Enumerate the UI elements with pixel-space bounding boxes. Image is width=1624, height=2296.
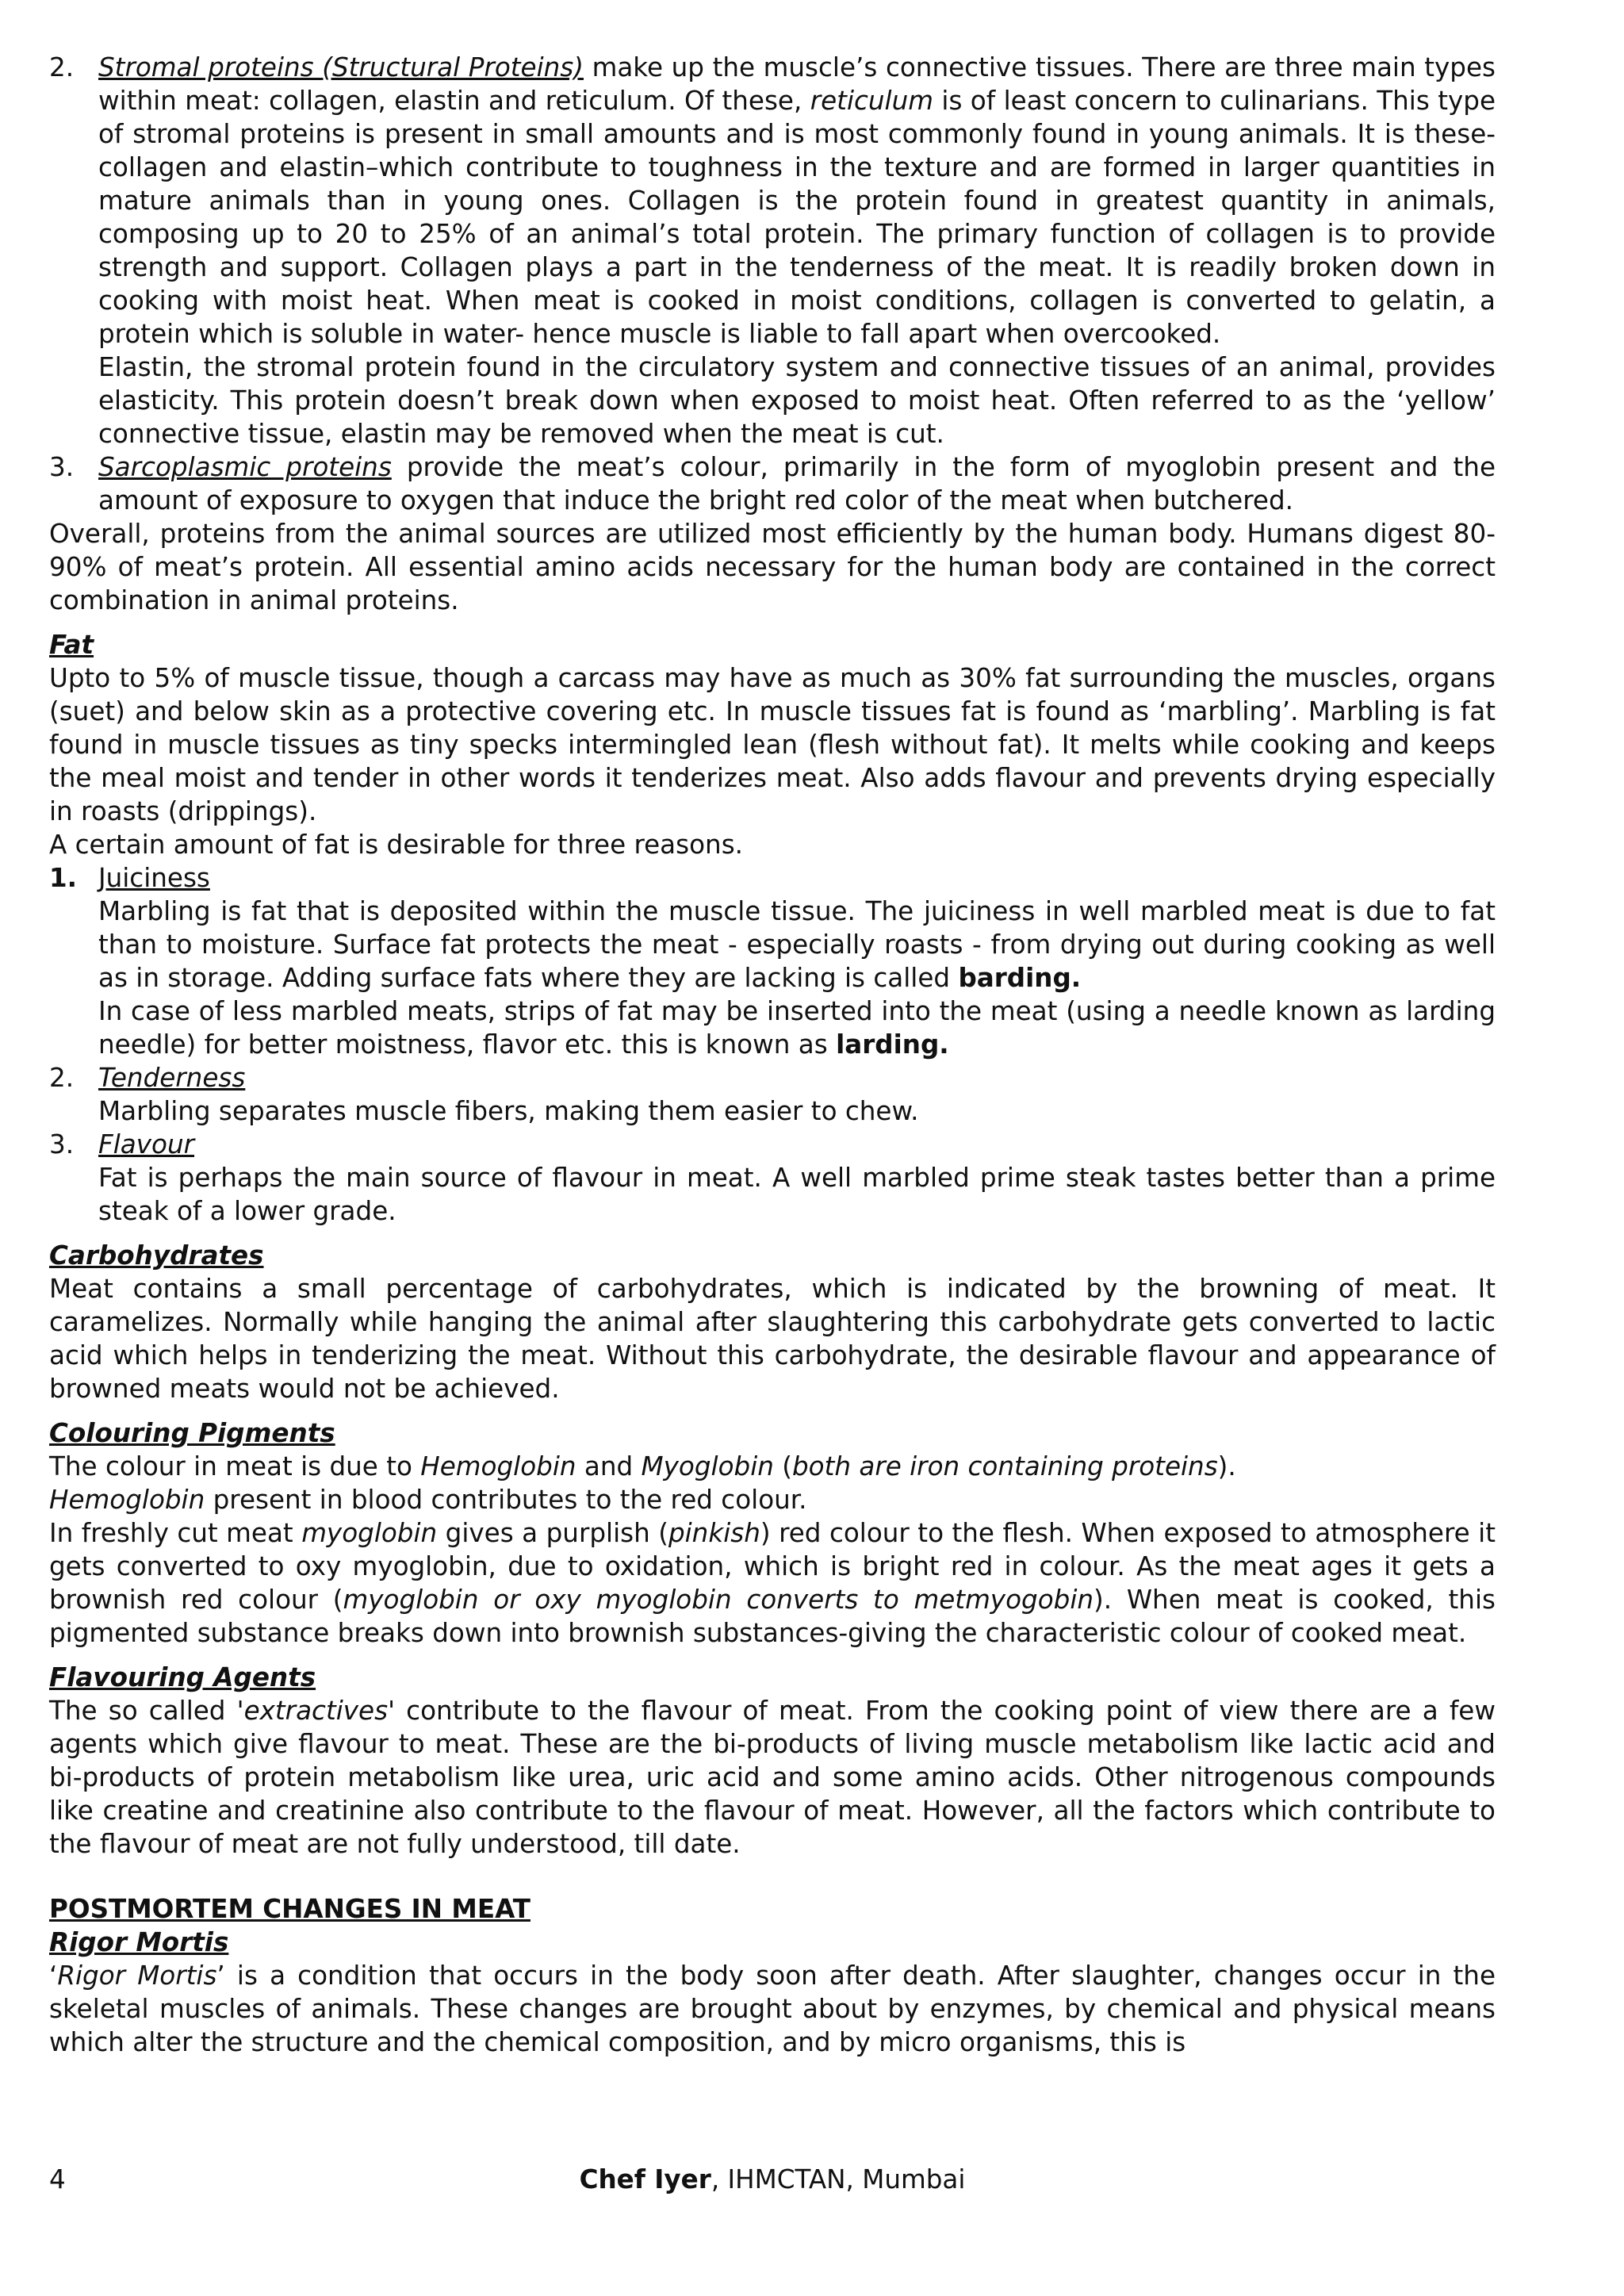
footer-credit	[49, 2162, 1496, 2197]
term-barding: barding.	[958, 963, 1082, 993]
quote-mark: ‘	[49, 1961, 58, 1991]
paragraph-text: The so called '	[49, 1696, 244, 1726]
paragraph-overall: Overall, proteins from the animal sources are utilized most efficiently by the human body. Humans digest 80-90% of meat’s protein. All essential amino acids necessary for the human body are contained in the correct combination in animal proteins.	[49, 519, 1496, 615]
paragraph-tenderness: Marbling separates muscle fibers, making them easier to chew.	[98, 1096, 919, 1126]
list-item-stromal-proteins	[49, 51, 1496, 351]
term-reticulum: reticulum	[810, 86, 933, 116]
term-rigor-mortis: Rigor Mortis	[57, 1961, 217, 1991]
document-page	[49, 51, 1496, 2059]
heading-colouring-pigments: Colouring Pigments	[49, 1418, 335, 1448]
paragraph-text: Marbling is fat that is deposited within the muscle tissue. The juiciness in well marbled meat is due to fat than to moisture. Surface fat protects the meat - especially roasts - from drying out during cooking as well as in storage. Adding surface fats where they are lacking is called	[98, 896, 1496, 993]
term-pinkish: pinkish	[668, 1518, 760, 1548]
heading-rigor-mortis: Rigor Mortis	[49, 1927, 229, 1957]
term-larding: larding.	[836, 1029, 949, 1060]
list-item-juiciness	[49, 861, 1496, 895]
page-footer	[49, 2162, 1496, 2197]
paragraph-fat-intro: Upto to 5% of muscle tissue, though a carcass may have as much as 30% fat surrounding the muscles, organs (suet) and below skin as a protective covering etc. In muscle tissues fat is found as ‘marbling’. Marbling is fat found in muscle tissues as tiny specks intermingled lean (flesh without fat). It melts while cooking and keeps the meal moist and tender in other words it tenderizes meat. Also adds flavour and prevents drying especially in roasts (drippings).	[49, 663, 1496, 826]
footer-author: Chef Iyer	[579, 2164, 711, 2194]
list-item-tenderness	[49, 1061, 1496, 1094]
paragraph-rigor-mortis	[49, 1959, 1496, 2059]
heading-fat: Fat	[49, 630, 94, 660]
paragraph-text: ' contribute to the flavour of meat. From the cooking point of view there are a few agents which give flavour to meat. These are the bi-products of living muscle metabolism like lactic acid and bi-products of protein metabolism like urea, uric acid and some amino acids. Other nitrogenous compounds like creatine and creatinine also contribute to the flavour of meat. However, all the factors which contribute to the flavour of meat are not fully understood, till date.	[49, 1696, 1496, 1859]
note-metmyoglobin: myoglobin or oxy myoglobin converts to metmyogobin	[343, 1585, 1094, 1615]
paragraph-text: In freshly cut meat	[49, 1518, 302, 1548]
paragraph-text: provide the meat’s colour, primarily in the form of myoglobin present and the amount of exposure to oxygen that induce the bright red color of the meat when butchered.	[98, 452, 1496, 516]
paragraph-pigments-2	[49, 1483, 1496, 1516]
paragraph-text: make up the muscle’s connective tissues. There are three main types within meat: collagen, elastin and reticulum. Of these,	[98, 52, 1496, 116]
term-tenderness: Tenderness	[98, 1063, 246, 1093]
paragraph-text: ).	[1217, 1451, 1236, 1481]
term-myoglobin: Myoglobin	[641, 1451, 774, 1481]
note-iron-proteins: both are iron containing proteins	[791, 1451, 1218, 1481]
quote-mark: ’	[216, 1961, 225, 1991]
paragraph-text: In case of less marbled meats, strips of fat may be inserted into the meat (using a needle known as larding needle) for better moistness, flavor etc. this is known as	[98, 996, 1496, 1060]
term-flavour: Flavour	[98, 1129, 195, 1159]
page-number: 4	[49, 2164, 66, 2194]
paragraph-juiciness	[49, 895, 1496, 995]
list-item-flavour	[49, 1128, 1496, 1161]
term-hemoglobin: Hemoglobin	[420, 1451, 576, 1481]
paragraph-pigments-1	[49, 1450, 1496, 1483]
term-extractives: extractives	[243, 1696, 389, 1726]
list-item-sarcoplasmic-proteins	[49, 450, 1496, 517]
term-hemoglobin: Hemoglobin	[49, 1485, 205, 1515]
paragraph-flavour: Fat is perhaps the main source of flavour in meat. A well marbled prime steak tastes better than a prime steak of a lower grade.	[98, 1163, 1496, 1226]
term-juiciness: Juiciness	[98, 863, 210, 893]
paragraph-text: and	[576, 1451, 642, 1481]
list-number: 3.	[49, 452, 75, 482]
list-number: 2.	[49, 52, 75, 82]
paragraph-fat-reasons: A certain amount of fat is desirable for three reasons.	[49, 830, 744, 860]
paragraph-text: gives a purplish (	[437, 1518, 668, 1548]
term-myoglobin: myoglobin	[301, 1518, 438, 1548]
heading-flavouring-agents: Flavouring Agents	[49, 1662, 316, 1692]
paragraph-pigments-3	[49, 1516, 1496, 1650]
paragraph-text: present in blood contributes to the red colour.	[205, 1485, 807, 1515]
paragraph-text: is of least concern to culinarians. This type of stromal proteins is present in small amounts and is most commonly found in young animals. It is these-collagen and elastin–which contribute to toughness in the texture and are formed in larger quantities in mature animals than in young ones. Collagen is the protein found in greatest quantity in animals, composing up to 20 to 25% of an animal’s total protein. The primary function of collagen is to provide strength and support. Collagen plays a part in the tenderness of the meat. It is readily broken down in cooking with moist heat. When meat is cooked in moist conditions, collagen is converted to gelatin, a protein which is soluble in water- hence muscle is liable to fall apart when overcooked.	[98, 86, 1496, 349]
heading-postmortem-changes: POSTMORTEM CHANGES IN MEAT	[49, 1894, 530, 1924]
list-number: 2.	[49, 1063, 75, 1093]
term-stromal-proteins: Stromal proteins (Structural Proteins)	[98, 52, 584, 82]
list-number: 1.	[49, 863, 78, 893]
paragraph-flavouring-agents	[49, 1694, 1496, 1861]
paragraph-text: is a condition that occurs in the body soon after death. After slaughter, changes occur in the skeletal muscles of animals. These changes are brought about by enzymes, by chemical and physical means which alter the structure and the chemical composition, and by micro organisms, this is	[49, 1961, 1496, 2057]
list-number: 3.	[49, 1129, 75, 1159]
paragraph-carbohydrates: Meat contains a small percentage of carbohydrates, which is indicated by the browning of meat. It caramelizes. Normally while hanging the animal after slaughtering this carbohydrate gets converted to lactic acid which helps in tenderizing the meat. Without this carbohydrate, the desirable flavour and appearance of browned meats would not be achieved.	[49, 1274, 1496, 1404]
footer-institution: , IHMCTAN, Mumbai	[710, 2164, 966, 2194]
term-sarcoplasmic-proteins: Sarcoplasmic proteins	[98, 452, 392, 482]
paragraph-larding	[49, 995, 1496, 1061]
paragraph-text: The colour in meat is due to	[49, 1451, 421, 1481]
paragraph-text: ). When meat is cooked, this pigmented substance breaks down into brownish substances-giving the characteristic colour of cooked meat.	[49, 1585, 1496, 1648]
heading-carbohydrates: Carbohydrates	[49, 1240, 264, 1271]
paragraph-text: (	[773, 1451, 792, 1481]
paragraph-text: ) red colour to the flesh. When exposed to atmosphere it gets converted to oxy myoglobin, due to oxidation, which is bright red in colour. As the meat ages it gets a brownish red colour (	[49, 1518, 1496, 1615]
paragraph-elastin: Elastin, the stromal protein found in the circulatory system and connective tissues of an animal, provides elasticity. This protein doesn’t break down when exposed to moist heat. Often referred to as the ‘yellow’ connective tissue, elastin may be removed when the meat is cut.	[98, 352, 1496, 449]
